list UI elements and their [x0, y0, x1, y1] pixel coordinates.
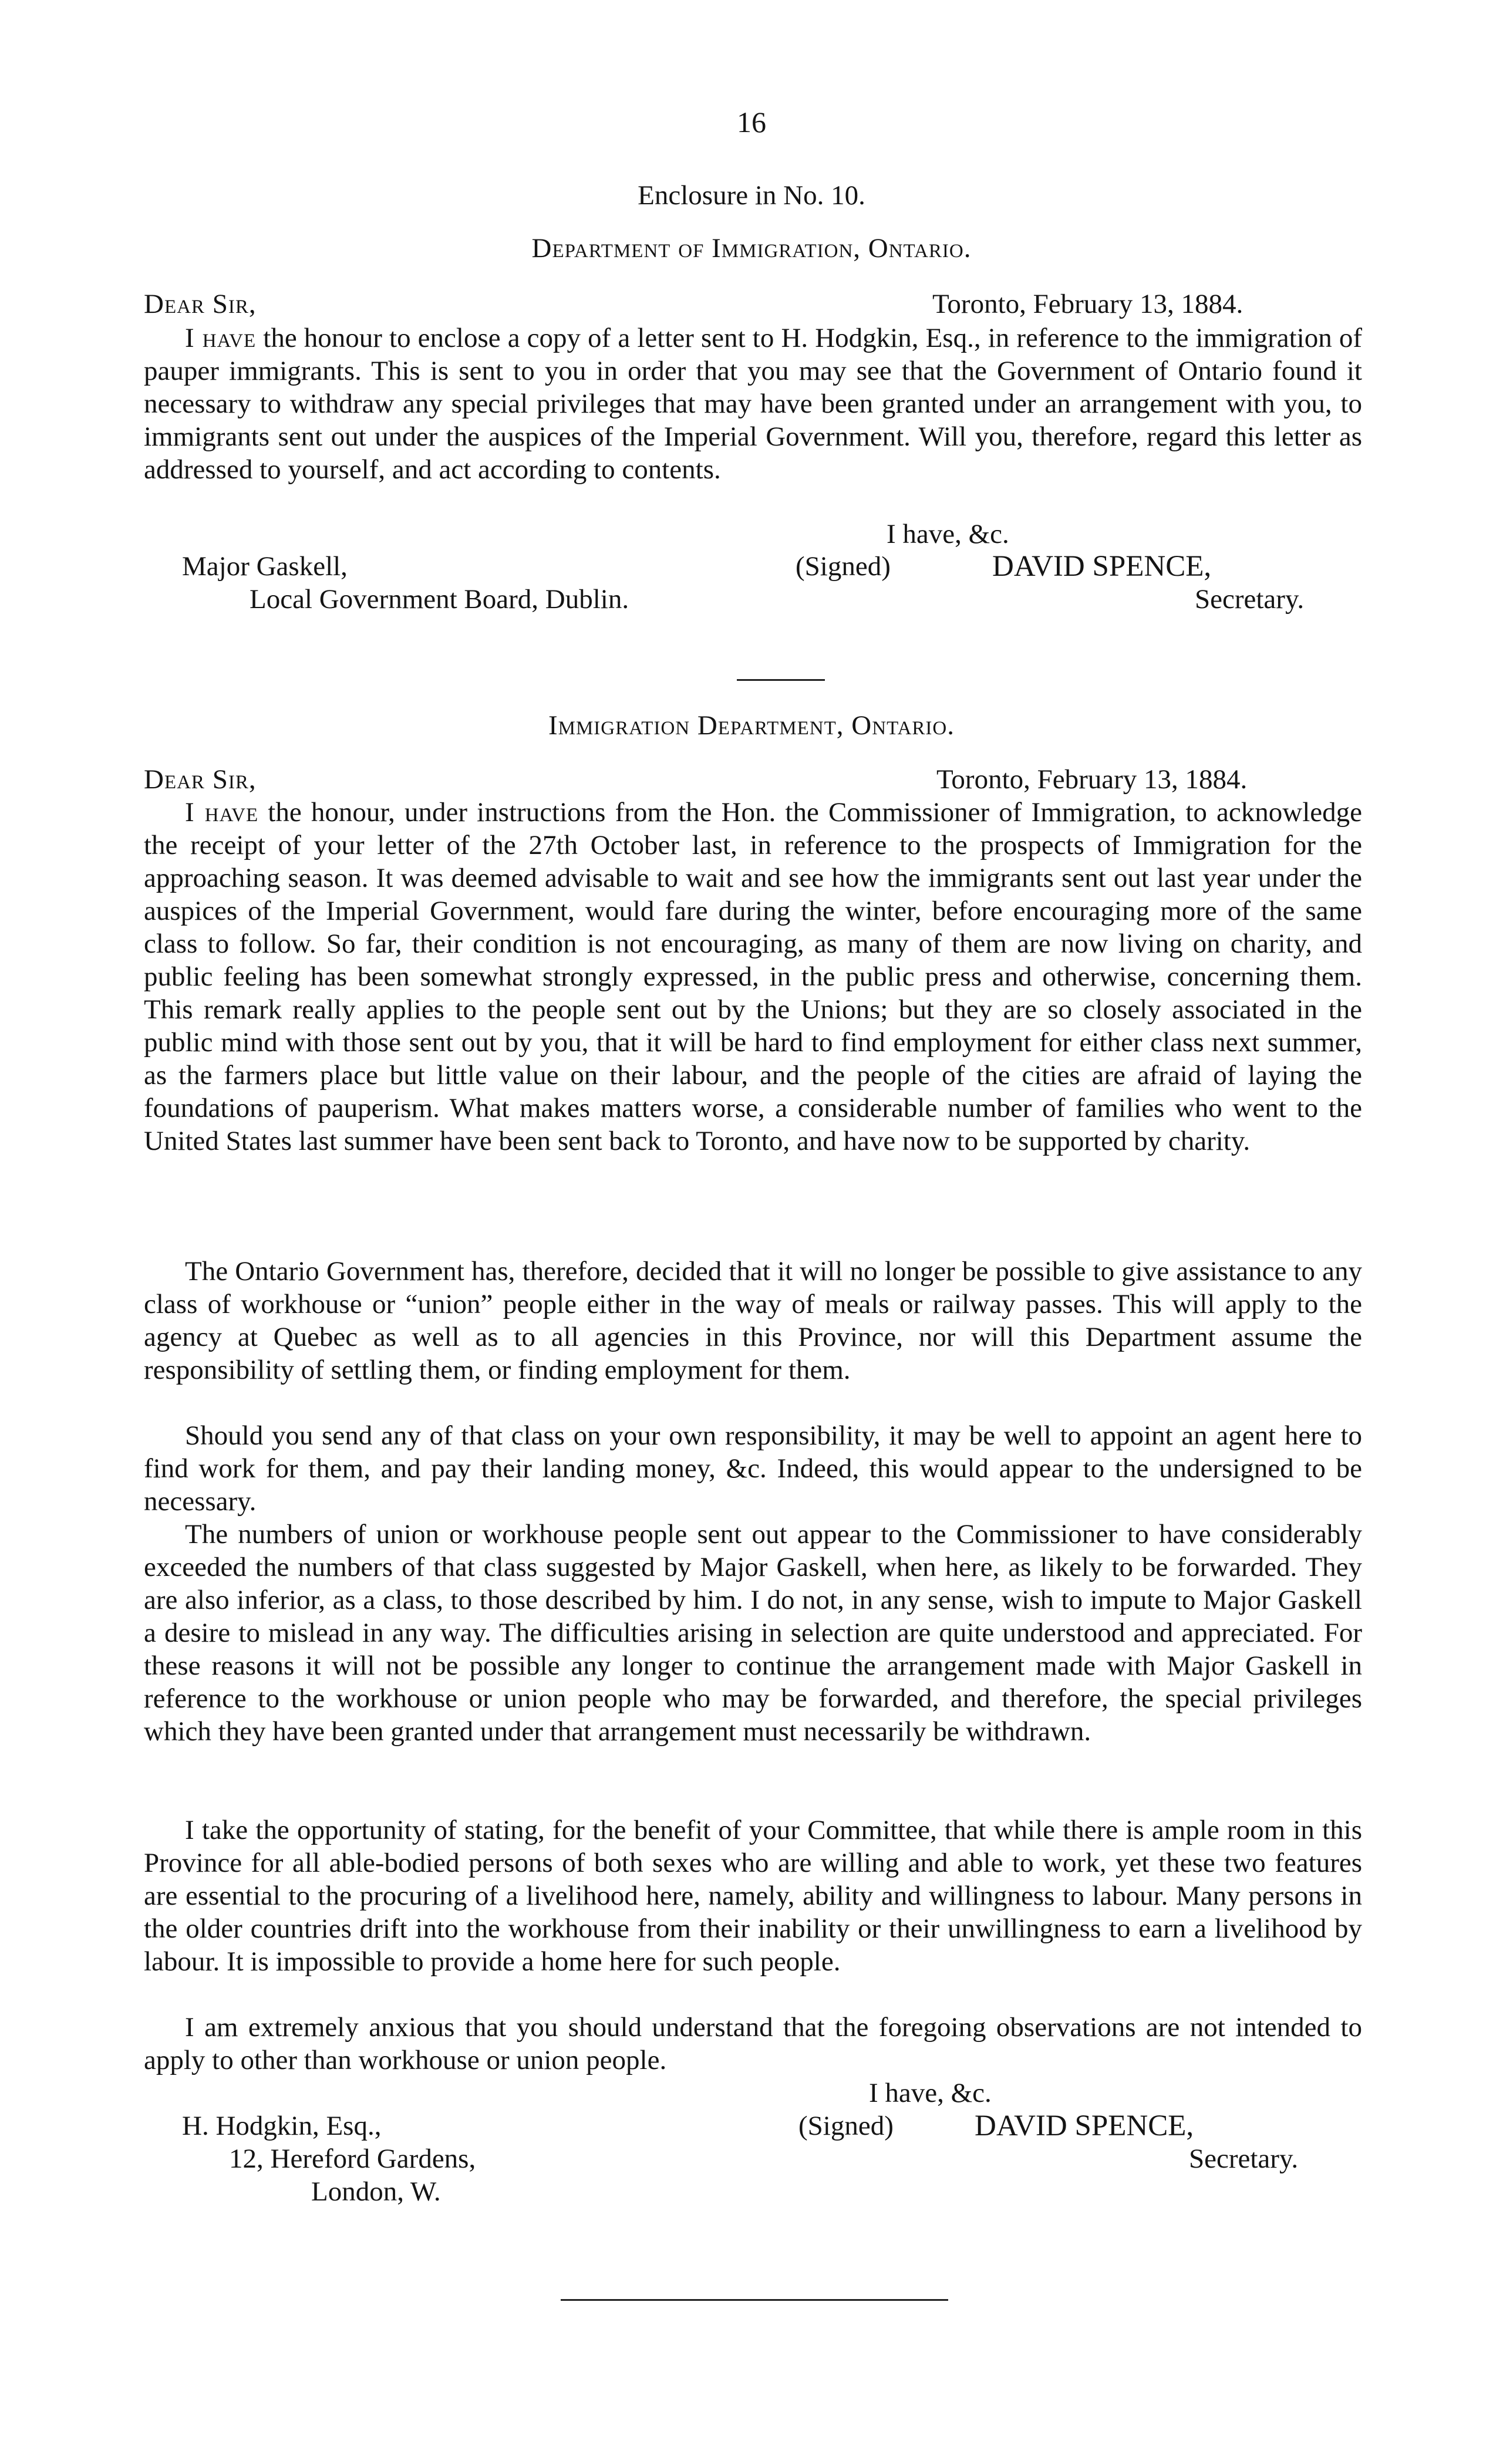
letter2-place-date: Toronto, February 13, 1884. — [936, 764, 1248, 795]
page-number: 16 — [737, 106, 766, 139]
letter1-closing: I have, &c. — [887, 519, 1009, 549]
letter2-paragraph-1 — [144, 796, 1362, 1157]
letter2-body-first-word: I have — [185, 797, 259, 828]
letter2-signed-label: (Signed) — [798, 2111, 894, 2141]
letter1-addressee-name: Major Gaskell, — [182, 551, 348, 582]
letter2-signer: DAVID SPENCE, — [975, 2109, 1194, 2142]
letter2-department-heading: Immigration Department, Ontario. — [548, 710, 955, 741]
letter2-paragraph-1-text: the honour, under instructions from the Hon. the Commissioner of Immigration, to acknowledge the receipt of your letter of the 27th October last, in reference to the prospects of Immigration for the approaching season. It was deemed advisable to wait and see how the immigrants sent out last year under the auspices of the Imperial Government, would fare during the winter, before encouraging more of the same class to follow. So far, their condition is not encouraging, as many of them are now living on charity, and public feeling has been somewhat strongly expressed, in the public press and otherwise, concerning them. This remark really applies to the people sent out by the Unions; but they are so closely associated in the public mind with those sent out by you, that it will be hard to find employment for either class next summer, as the farmers place but little value on their labour, and the people of the cities are afraid of laying the foundations of pauperism. What makes matters worse, a considerable number of families who went to the United States last summer have been sent back to Toronto, and have now to be supported by charity. — [144, 797, 1362, 1156]
letter1-body — [144, 322, 1362, 486]
letter2-paragraph-3: Should you send any of that class on your own responsibility, it may be well to appoint an agent here to find work for them, and pay their landing money, &c. Indeed, this would appear to the undersigned to be necessary. — [144, 1420, 1362, 1517]
letter2-salutation: Dear Sir, — [144, 764, 257, 795]
enclosure-title: Enclosure in No. 10. — [638, 180, 865, 211]
section-divider — [737, 679, 825, 681]
letter1-place-date: Toronto, February 13, 1884. — [932, 289, 1243, 319]
letter2-addressee-city: London, W. — [311, 2176, 441, 2207]
letter2-addressee-name: H. Hodgkin, Esq., — [182, 2111, 382, 2141]
letter2-addressee-street: 12, Hereford Gardens, — [229, 2144, 476, 2174]
letter2-paragraph-4: The numbers of union or workhouse people sent out appear to the Commissioner to have considerably exceeded the numbers of that class suggested by Major Gaskell, when here, as likely to be forwarded. They are also inferior, as a class, to those described by him. I do not, in any sense, wish to impute to Major Gaskell a desire to mislead in any way. The difficulties arising in selection are quite understood and appreciated. For these reasons it will not be possible any longer to continue the arrangement made with Major Gaskell in reference to the workhouse or union people who may be forwarded, and therefore, the special privileges which they have been granted under that arrangement must necessarily be withdrawn. — [144, 1519, 1362, 1747]
end-rule — [561, 2299, 948, 2301]
letter1-department-heading: Department of Immigration, Ontario. — [531, 233, 972, 264]
letter1-signer-title: Secretary. — [1195, 584, 1305, 615]
letter2-paragraph-6: I am extremely anxious that you should understand that the foregoing observations are not intended to apply to other than workhouse or union people. — [144, 2012, 1362, 2075]
letter2-closing: I have, &c. — [869, 2078, 992, 2108]
letter1-body-first-word: I have — [185, 323, 257, 353]
letter1-signer: DAVID SPENCE, — [992, 550, 1212, 583]
letter2-paragraph-2: The Ontario Government has, therefore, decided that it will no longer be possible to give assistance to any class of workhouse or “union” people either in the way of meals or railway passes. This will apply to the agency at Quebec as well as to all agencies in this Province, nor will this Department assume the responsibility of settling them, or finding employment for them. — [144, 1256, 1362, 1385]
letter2-paragraph-5: I take the opportunity of stating, for the benefit of your Committee, that while there is ample room in this Province for all able-bodied persons of both sexes who are willing and able to work, yet these two features are essential to the procuring of a livelihood here, namely, ability and willingness to labour. Many persons in the older countries drift into the workhouse from their inability or their unwillingness to earn a livelihood by labour. It is impossible to provide a home here for such people. — [144, 1815, 1362, 1977]
letter2-signer-title: Secretary. — [1189, 2144, 1299, 2174]
letter1-salutation: Dear Sir, — [144, 289, 257, 319]
letter1-body-text: the honour to enclose a copy of a letter sent to H. Hodgkin, Esq., in reference to the immigration of pauper immigrants. This is sent to you in order that you may see that the Government of Ontario found it necessary to withdraw any special privileges that may have been granted under an arrangement with you, to immigrants sent out under the auspices of the Imperial Government. Will you, therefore, regard this letter as addressed to yourself, and act according to contents. — [144, 323, 1362, 485]
letter1-signed-label: (Signed) — [796, 551, 891, 582]
letter1-addressee-org: Local Government Board, Dublin. — [250, 584, 629, 615]
